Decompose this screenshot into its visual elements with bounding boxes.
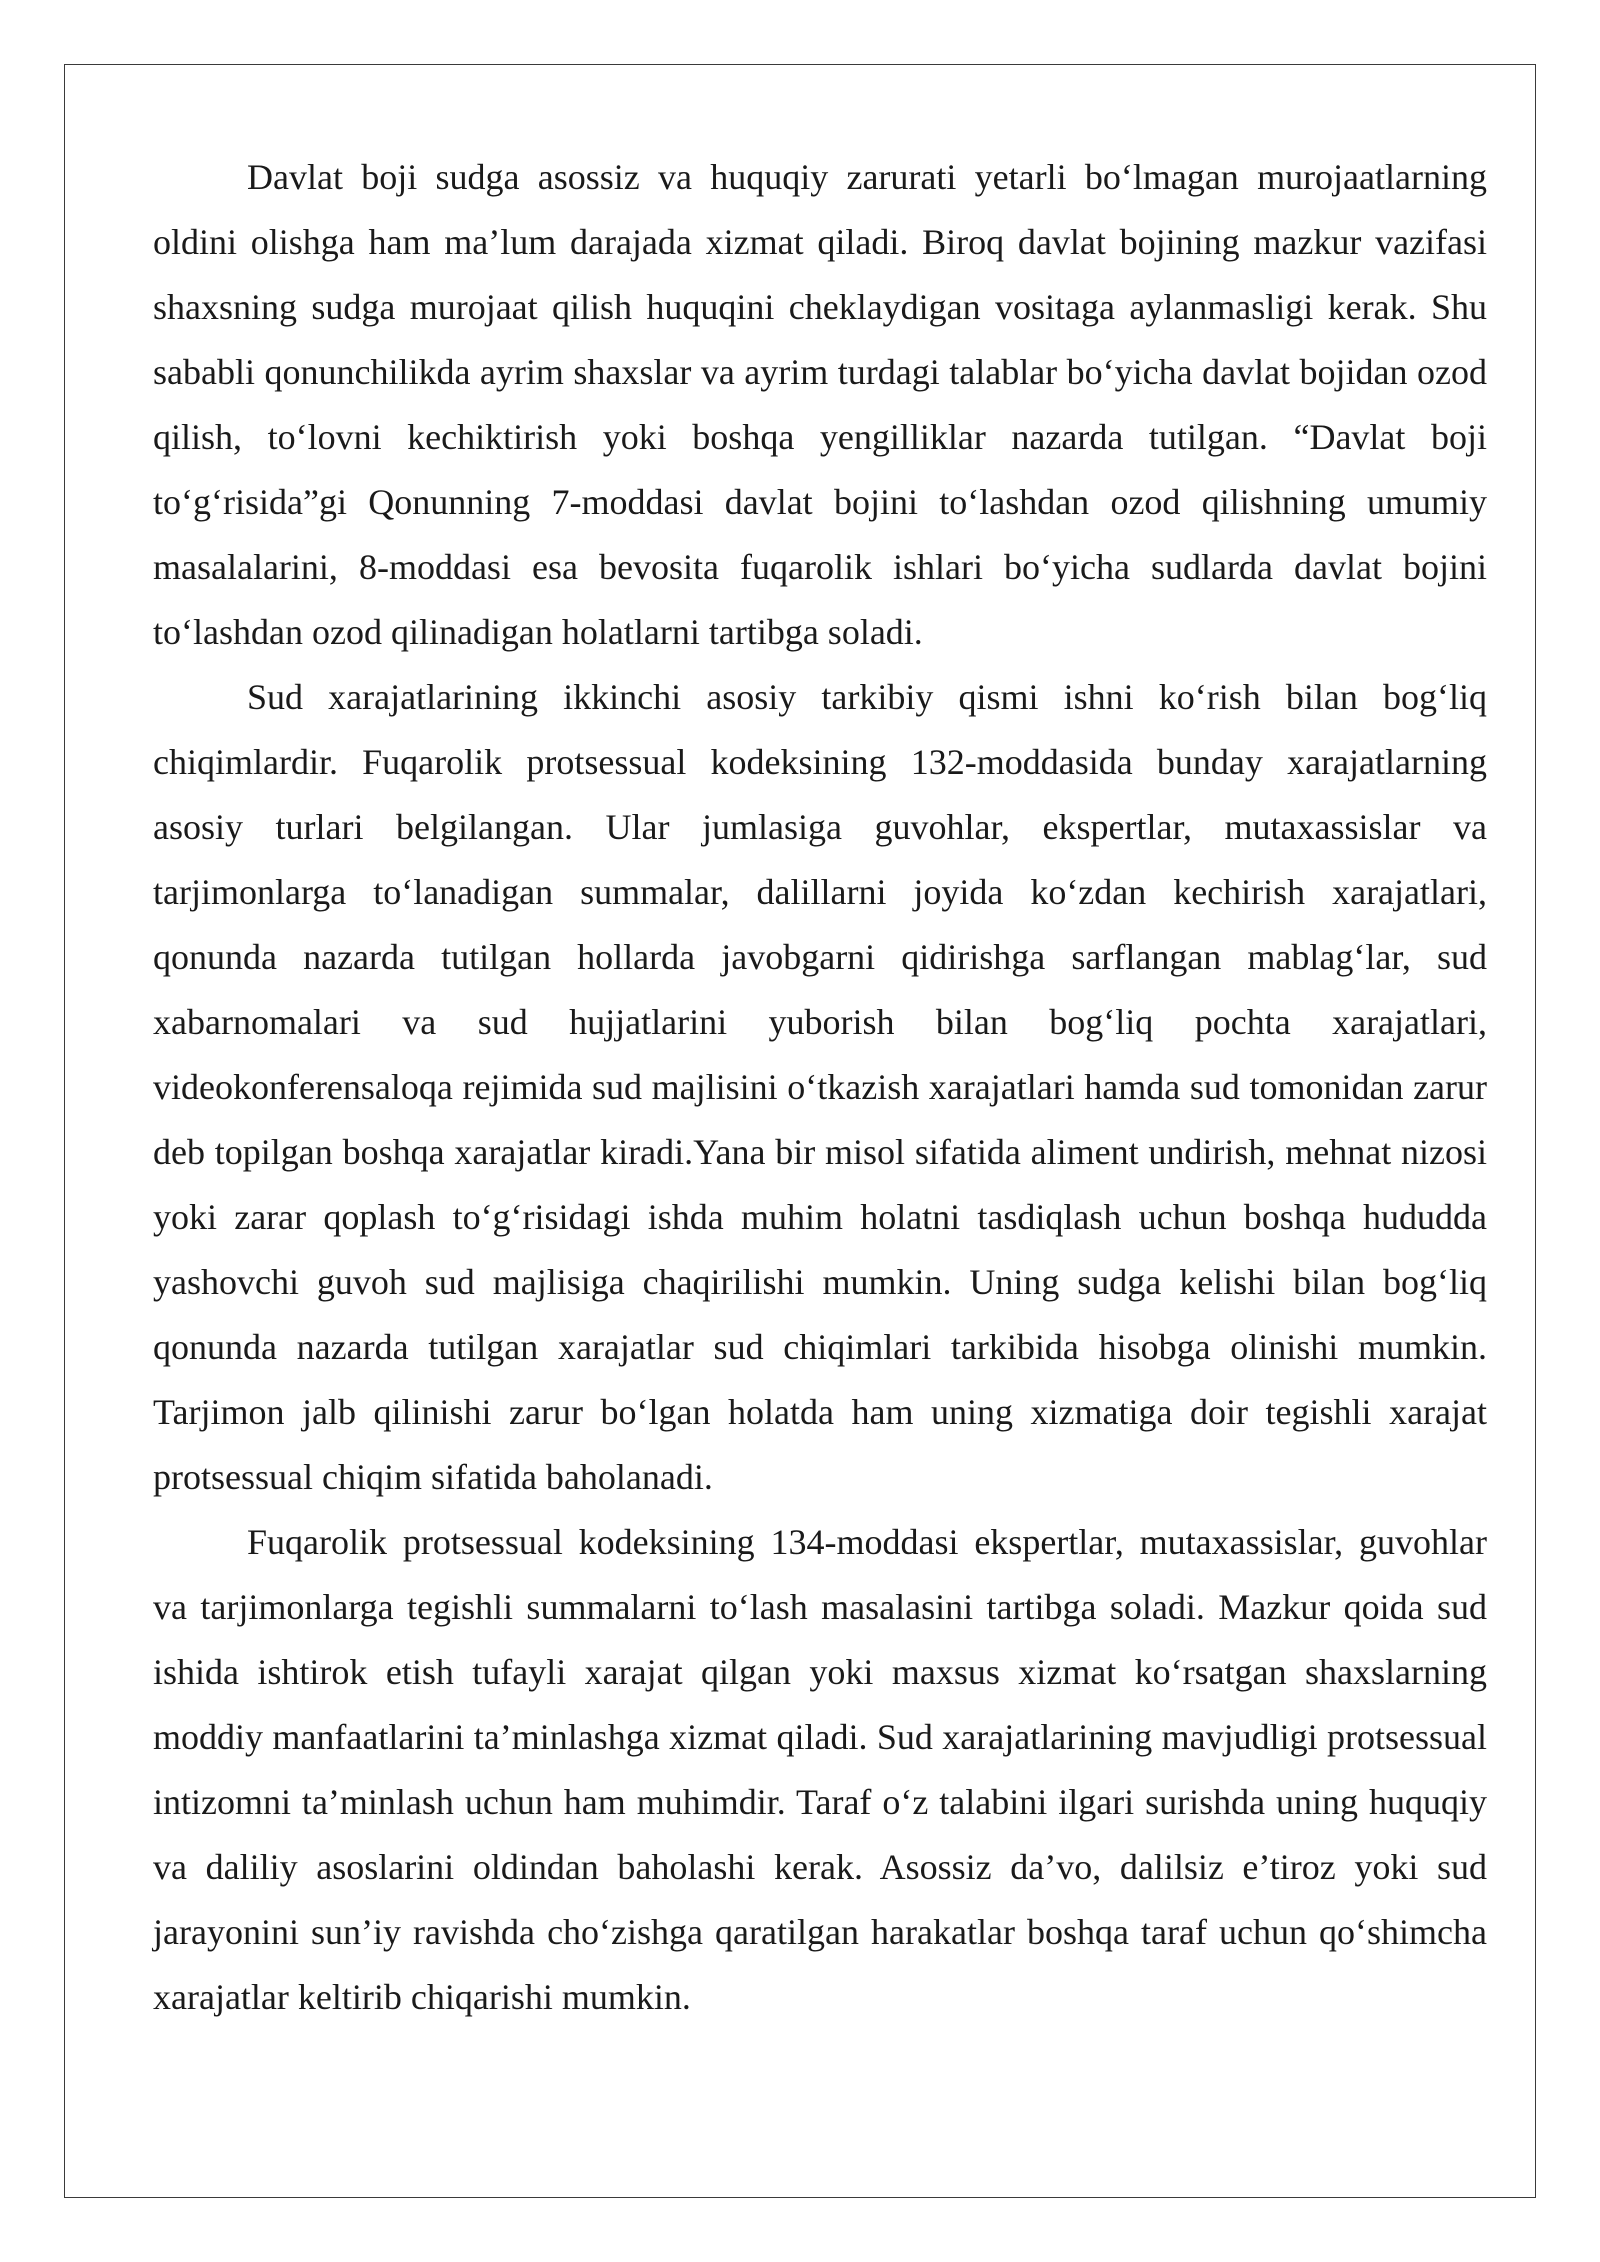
paragraph-case-expenses: Sud xarajatlarining ikkinchi asosiy tarkibiy qismi ishni ko‘rish bilan bog‘liq chiqimlardir. Fuqarolik protsessual kodeksining 132-moddasida bunday xarajatlarning asosiy turlari belgilangan. Ular jumlasiga guvohlar, ekspertlar, mutaxassislar va tarjimonlarga to‘lanadigan summalar, dalillarni joyida ko‘zdan kechirish xarajatlari, qonunda nazarda tutilgan hollarda javobgarni qidirishga sarflangan mablag‘lar, sud xabarnomalari va sud hujjatlarini yuborish bilan bog‘liq pochta xarajatlari, videokonferensaloqa rejimida sud majlisini o‘tkazish xarajatlari hamda sud tomonidan zarur deb topilgan boshqa xarajatlar kiradi.Yana bir misol sifatida aliment undirish, mehnat nizosi yoki zarar qoplash to‘g‘risidagi ishda muhim holatni tasdiqlash uchun boshqa hududda yashovchi guvoh sud majlisiga chaqirilishi mumkin. Uning sudga kelishi bilan bog‘liq qonunda nazarda tutilgan xarajatlar sud chiqimlari tarkibida hisobga olinishi mumkin. Tarjimon jalb qilinishi zarur bo‘lgan holatda ham uning xizmatiga doir tegishli xarajat protsessual chiqim sifatida baholanadi.	[153, 677, 1487, 1497]
paragraph-state-duty-exemptions: Davlat boji sudga asossiz va huquqiy zarurati yetarli bo‘lmagan murojaatlarning oldini olishga ham ma’lum darajada xizmat qiladi. Biroq davlat bojining mazkur vazifasi shaxsning sudga murojaat qilish huquqini cheklaydigan vositaga aylanmasligi kerak. Shu sababli qonunchilikda ayrim shaxslar va ayrim turdagi talablar bo‘yicha davlat bojidan ozod qilish, to‘lovni kechiktirish yoki boshqa yengilliklar nazarda tutilgan. “Davlat boji to‘g‘risida”gi Qonunning 7-moddasi davlat bojini to‘lashdan ozod qilishning umumiy masalalarini, 8-moddasi esa bevosita fuqarolik ishlari bo‘yicha sudlarda davlat bojini to‘lashdan ozod qilinadigan holatlarni tartibga soladi.	[153, 157, 1487, 652]
document-body	[153, 145, 1487, 2030]
paragraph-article-134: Fuqarolik protsessual kodeksining 134-moddasi ekspertlar, mutaxassislar, guvohlar va tarjimonlarga tegishli summalarni to‘lash masalasini tartibga soladi. Mazkur qoida sud ishida ishtirok etish tufayli xarajat qilgan yoki maxsus xizmat ko‘rsatgan shaxslarning moddiy manfaatlarini ta’minlashga xizmat qiladi. Sud xarajatlarining mavjudligi protsessual intizomni ta’minlash uchun ham muhimdir. Taraf o‘z talabini ilgari surishda uning huquqiy va daliliy asoslarini oldindan baholashi kerak. Asossiz da’vo, dalilsiz e’tiroz yoki sud jarayonini sun’iy ravishda cho‘zishga qaratilgan harakatlar boshqa taraf uchun qo‘shimcha xarajatlar keltirib chiqarishi mumkin.	[153, 1522, 1487, 2017]
